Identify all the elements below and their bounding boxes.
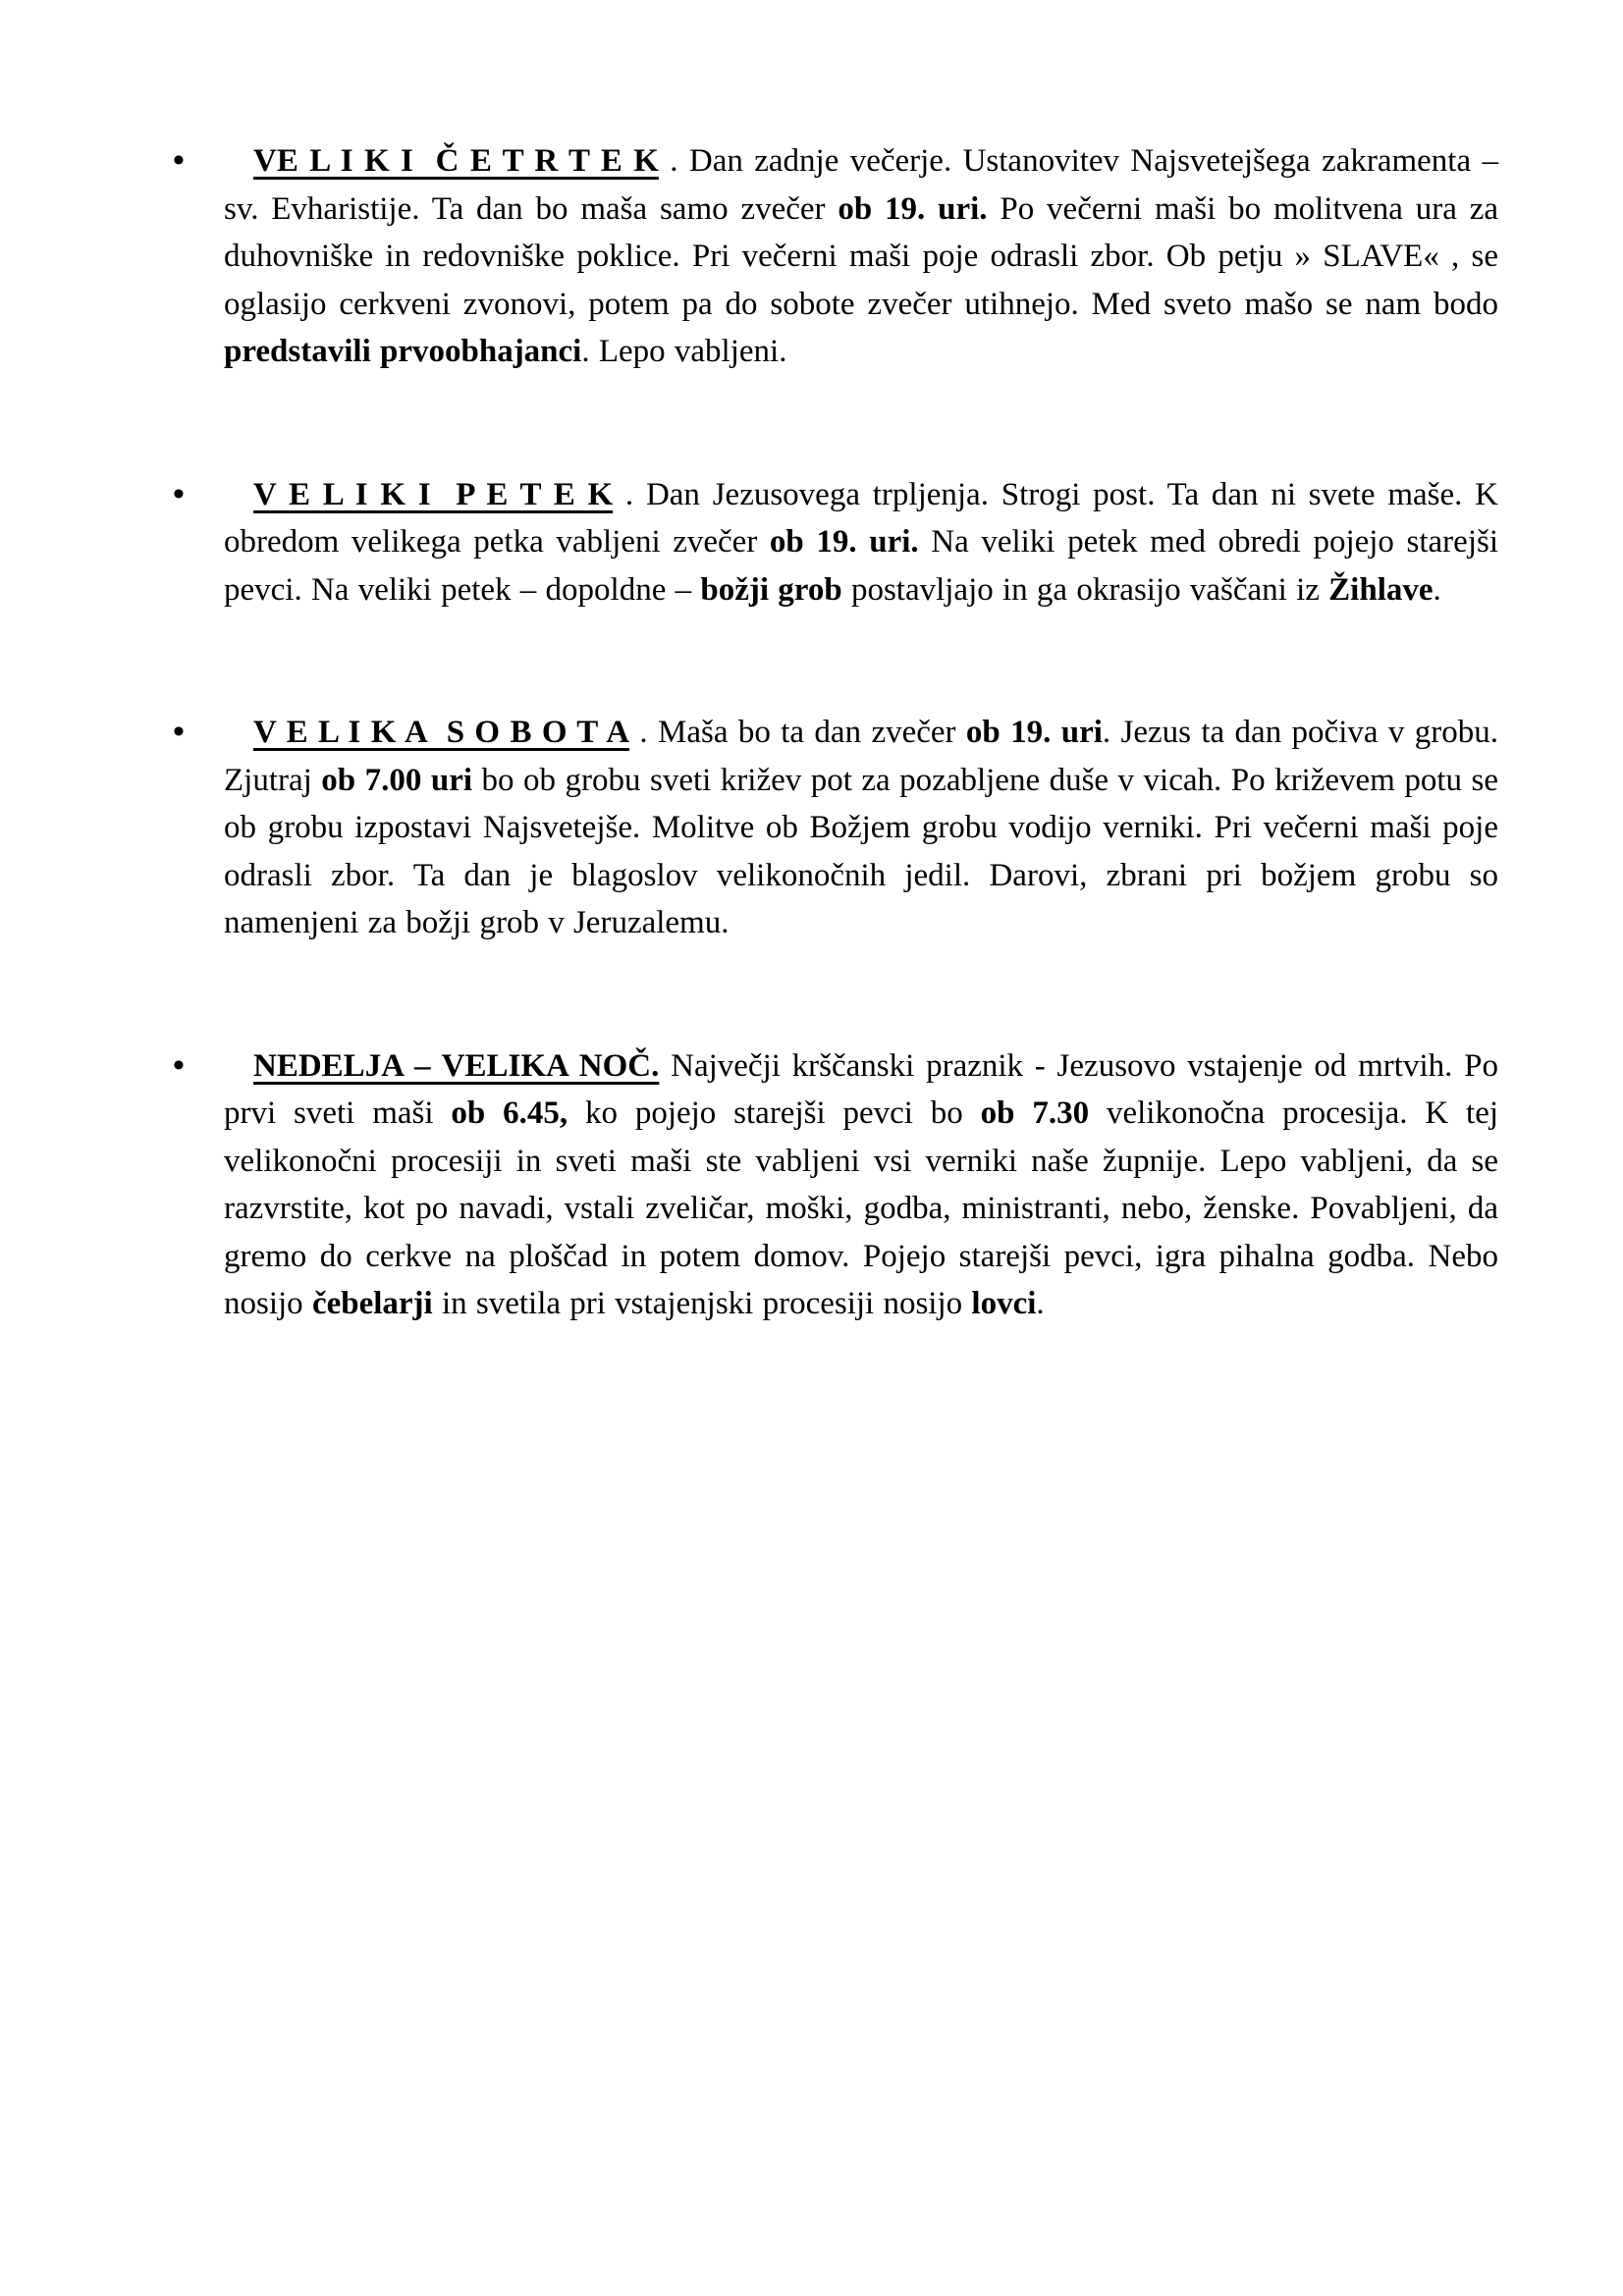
emphasized-text: ob 19. uri. xyxy=(838,190,988,227)
text-segment: ko pojejo starejši pevci bo xyxy=(568,1095,981,1131)
emphasized-text: ob 19. uri. xyxy=(769,524,919,560)
bullet-icon: • xyxy=(173,714,185,750)
text-segment: in svetila pri vstajenjski procesiji nosijo xyxy=(432,1286,972,1321)
emphasized-text: ob 7.30 xyxy=(980,1095,1090,1131)
section-title: NEDELJA – VELIKA NOČ. xyxy=(253,1047,660,1084)
paragraph-veliki-cetrtek xyxy=(224,137,1498,376)
text-segment: Največji krščanski praznik - Jezusovo vstajenje od mrtvih. Po prvi sveti maši xyxy=(224,1047,1498,1131)
emphasized-text: Žihlave xyxy=(1328,571,1434,608)
text-segment: . xyxy=(1433,571,1441,608)
paragraph-veliki-petek xyxy=(224,471,1498,614)
emphasized-text: predstavili prvoobhajanci xyxy=(224,334,582,369)
text-segment: postavljajo in ga okrasijo vaščani iz xyxy=(841,571,1329,608)
text-segment: bo ob grobu sveti križev pot za pozabljene duše v vicah. Po križevem potu se ob grobu izpostavi Najsvetejše. Molitve ob Božjem grobu vodijo verniki. Pri večerni maši poje odrasli zbor. Ta dan je blagoslov velikonočnih jedil. Darovi, zbrani pri božjem grobu so namenjeni za božji grob v Jeruzalemu. xyxy=(224,762,1498,940)
text-segment: . Dan zadnje večerje. Ustanovitev Najsvetejšega zakramenta – sv. Evharistije. Ta dan bo maša samo zvečer xyxy=(224,143,1498,227)
text-segment: . xyxy=(1036,1286,1045,1321)
emphasized-text: božji grob xyxy=(700,571,842,608)
emphasized-text: ob 7.00 uri xyxy=(321,762,473,798)
emphasized-text: ob 19. uri xyxy=(965,715,1103,750)
bullet-icon: • xyxy=(173,142,185,179)
bullet-item-veliki-cetrtek xyxy=(0,137,1623,376)
text-segment: . Dan Jezusovega trpljenja. Strogi post. Ta dan ni svete maše. K obredom velikega petka vabljeni zvečer xyxy=(224,476,1499,560)
bullet-icon: • xyxy=(173,475,185,512)
bullet-item-veliki-petek xyxy=(0,471,1623,614)
paragraph-velika-sobota xyxy=(224,709,1498,947)
text-segment: Po večerni maši bo molitvena ura za duhovniške in redovniške poklice. Pri večerni maši poje odrasli zbor. Ob petju » SLAVE« , se oglasijo cerkveni zvonovi, potem pa do sobote zvečer utihnejo. Med sveto mašo se nam bodo xyxy=(224,190,1499,322)
section-title: V E L I K I P E T E K xyxy=(253,476,614,512)
emphasized-text: čebelarji xyxy=(311,1286,433,1321)
text-segment: . Jezus ta dan počiva v grobu. Zjutraj xyxy=(224,715,1498,798)
emphasized-text: lovci xyxy=(971,1286,1037,1321)
text-segment: . Maša bo ta dan zvečer xyxy=(629,715,966,750)
bullet-icon: • xyxy=(173,1046,185,1084)
section-title: VE L I K I Č E T R T E K xyxy=(253,143,659,179)
bullet-item-nedelja-velika-noc xyxy=(0,1042,1623,1328)
emphasized-text: ob 6.45, xyxy=(451,1095,568,1131)
paragraph-nedelja-velika-noc xyxy=(224,1042,1498,1328)
easter-schedule-list xyxy=(0,137,1623,1423)
text-segment: velikonočna procesija. K tej velikonočni procesiji in sveti maši ste vabljeni vsi verniki naše župnije. Lepo vabljeni, da se razvrstite, kot po navadi, vstali zveličar, moški, godba, ministranti, nebo, ženske. Povabljeni, da gremo do cerkve na ploščad in potem domov. Pojejo starejši pevci, igra pihalna godba. Nebo nosijo xyxy=(224,1095,1499,1321)
section-title: V E L I K A S O B O T A xyxy=(253,715,630,750)
text-segment: Na veliki petek med obredi pojejo starejši pevci. Na veliki petek – dopoldne – xyxy=(224,524,1498,608)
bullet-item-velika-sobota xyxy=(0,709,1623,947)
text-segment: . Lepo vabljeni. xyxy=(581,334,787,369)
